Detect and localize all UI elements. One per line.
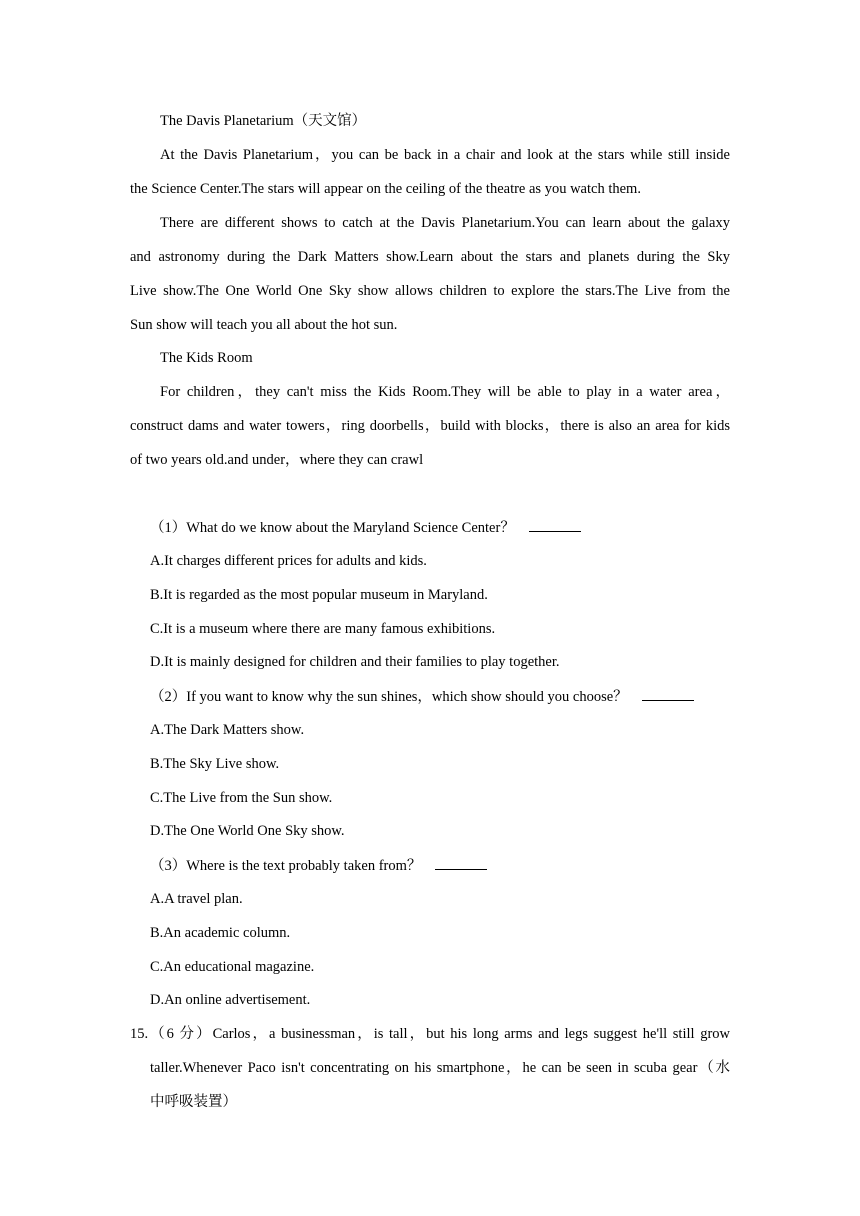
question-3-stem (150, 855, 487, 876)
section-heading-planetarium: The Davis Planetarium（天文馆） (160, 113, 367, 129)
answer-blank[interactable] (529, 517, 581, 532)
question-1-option-b: B.It is regarded as the most popular museum in Maryland. (150, 587, 488, 603)
item-15-line: 15.（6 分）Carlos，a businessman，is tall，but his long arms and legs suggest he'll still grow (130, 1026, 730, 1042)
paragraph-line: construct dams and water towers，ring doorbells，build with blocks，there is also an area for kids (130, 418, 730, 434)
question-2-option-c: C.The Live from the Sun show. (150, 790, 333, 806)
paragraph-line: Live show.The One World One Sky show allows children to explore the stars.The Live from the (130, 283, 730, 299)
question-stem-text: （2）If you want to know why the sun shines，which show should you choose？ (150, 689, 628, 705)
question-3-option-a: A.A travel plan. (150, 891, 243, 907)
question-stem-text: （1）What do we know about the Maryland Science Center？ (150, 520, 515, 536)
paragraph-line: There are different shows to catch at the Davis Planetarium.You can learn about the galaxy (160, 215, 730, 231)
item-15-line: taller.Whenever Paco isn't concentrating on his smartphone，he can be seen in scuba gear（水 (150, 1060, 730, 1076)
paragraph-line: For children，they can't miss the Kids Room.They will be able to play in a water area， (160, 384, 730, 400)
question-2-option-b: B.The Sky Live show. (150, 756, 280, 772)
question-2-stem (150, 686, 694, 707)
item-15-line: 中呼吸装置） (150, 1094, 237, 1110)
question-3-option-b: B.An academic column. (150, 925, 291, 941)
answer-blank[interactable] (435, 855, 487, 870)
paragraph-line: the Science Center.The stars will appear on the ceiling of the theatre as you watch them. (130, 181, 641, 197)
paragraph-line: At the Davis Planetarium，you can be back in a chair and look at the stars while still inside (160, 147, 730, 163)
question-1-option-a: A.It charges different prices for adults and kids. (150, 553, 427, 569)
question-2-option-a: A.The Dark Matters show. (150, 722, 305, 738)
paragraph-line: of two years old.and under，where they can crawl (130, 452, 424, 468)
question-3-option-c: C.An educational magazine. (150, 959, 315, 975)
question-1-option-d: D.It is mainly designed for children and their families to play together. (150, 654, 560, 670)
question-1-option-c: C.It is a museum where there are many famous exhibitions. (150, 621, 496, 637)
question-3-option-d: D.An online advertisement. (150, 992, 311, 1008)
question-2-option-d: D.The One World One Sky show. (150, 823, 345, 839)
paragraph-line: and astronomy during the Dark Matters show.Learn about the stars and planets during the Sky (130, 249, 730, 265)
answer-blank[interactable] (642, 686, 694, 701)
question-1-stem (150, 517, 581, 538)
section-heading-kids-room: The Kids Room (160, 350, 253, 366)
paragraph-line: Sun show will teach you all about the hot sun. (130, 317, 398, 333)
question-stem-text: （3）Where is the text probably taken from？ (150, 858, 422, 874)
